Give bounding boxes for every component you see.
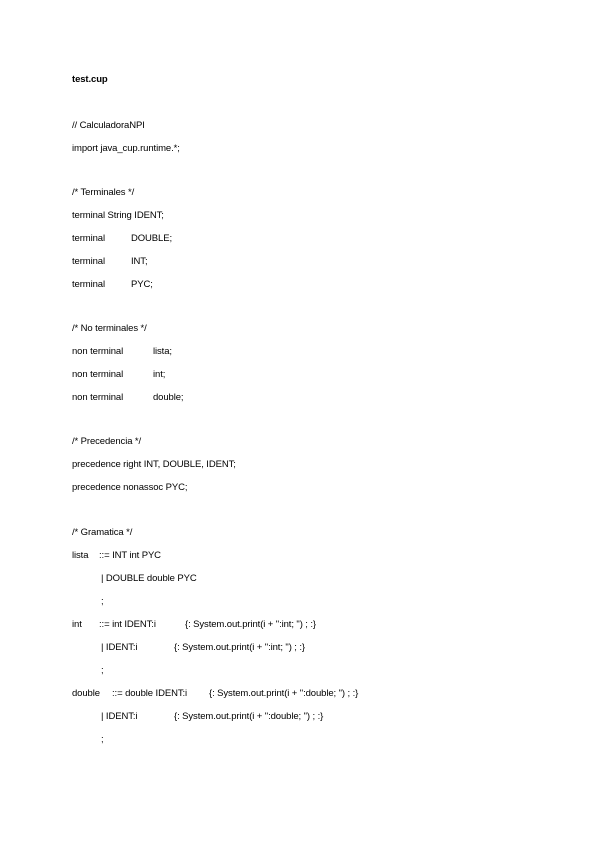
terminal-keyword: terminal (72, 279, 105, 290)
rule-body: ::= int IDENT:i (99, 619, 156, 630)
nonterminal-keyword: non terminal (72, 392, 124, 403)
rule-action: {: System.out.print(i + ":double; ") ; :} (209, 688, 359, 699)
rule-terminator: ; (101, 596, 104, 607)
terminals-comment: /* Terminales */ (72, 187, 135, 198)
precedence-line-2: precedence nonassoc PYC; (72, 482, 188, 493)
rule-lhs: int (72, 619, 82, 630)
nonterminal-name: double; (153, 392, 184, 403)
nonterminal-name: lista; (153, 346, 172, 357)
rule-body: | IDENT:i (101, 642, 138, 653)
precedence-comment: /* Precedencia */ (72, 436, 142, 447)
grammar-comment: /* Gramatica */ (72, 527, 133, 538)
rule-lhs: double (72, 688, 100, 699)
document-title: test.cup (72, 74, 108, 85)
nonterminal-name: int; (153, 369, 166, 380)
grammar-double-end (72, 734, 104, 770)
terminal-name: PYC; (131, 279, 153, 290)
nonterminal-line-3 (72, 392, 184, 440)
rule-body: ::= double IDENT:i (112, 688, 188, 699)
terminal-name: INT; (131, 256, 148, 267)
nonterminals-comment: /* No terminales */ (72, 323, 147, 334)
rule-action: {: System.out.print(i + ":double; ") ; :} (174, 711, 324, 722)
rule-action: {: System.out.print(i + ":int; ") ; :} (185, 619, 316, 630)
import-line: import java_cup.runtime.*; (72, 143, 180, 154)
nonterminal-keyword: non terminal (72, 369, 124, 380)
rule-body: | DOUBLE double PYC (101, 573, 197, 584)
terminal-line-4 (72, 279, 153, 327)
rule-terminator: ; (101, 734, 104, 745)
rule-terminator: ; (101, 665, 104, 676)
rule-body: ::= INT int PYC (99, 550, 161, 561)
header-comment: // CalculadoraNPI (72, 120, 145, 131)
terminal-name: DOUBLE; (131, 233, 173, 244)
rule-action: {: System.out.print(i + ":int; ") ; :} (174, 642, 305, 653)
terminal-keyword: terminal (72, 233, 105, 244)
nonterminal-keyword: non terminal (72, 346, 124, 357)
terminal-keyword: terminal (72, 256, 105, 267)
terminal-line-1: terminal String IDENT; (72, 210, 164, 221)
precedence-line-1: precedence right INT, DOUBLE, IDENT; (72, 459, 236, 470)
rule-body: | IDENT:i (101, 711, 138, 722)
rule-lhs: lista (72, 550, 89, 561)
